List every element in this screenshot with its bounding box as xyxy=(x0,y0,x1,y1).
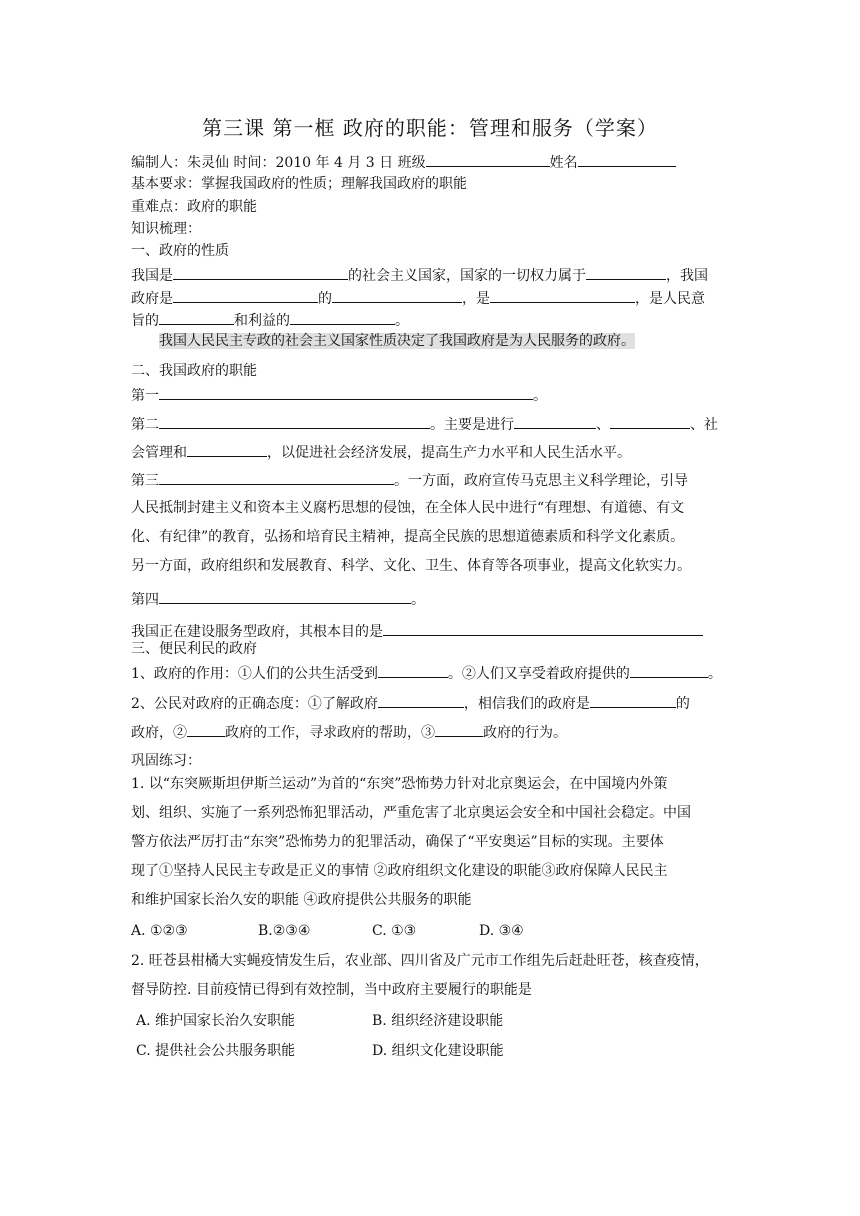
q2-option[interactable]: A. 维护国家长治久安职能 xyxy=(136,1013,296,1029)
blank[interactable] xyxy=(586,264,666,280)
text: 。一方面，政府宣传马克思主义科学理论，引导 xyxy=(394,473,688,489)
text: ，我国 xyxy=(666,268,708,284)
blank[interactable] xyxy=(610,413,690,429)
s1-note xyxy=(159,331,635,351)
text: 旨的 xyxy=(131,313,159,329)
q2-option[interactable]: C. 提供社会公共服务职能 xyxy=(136,1043,296,1059)
text: 1、政府的作用：①人们的公共生活受到 xyxy=(131,666,378,682)
practice-heading: 巩固练习： xyxy=(131,753,201,769)
text: 。主要是进行 xyxy=(430,417,514,433)
s1-line2 xyxy=(131,287,705,309)
q1-option[interactable]: D. ③④ xyxy=(479,923,524,939)
q1-line: 和维护国家长治久安的职能 ④政府提供公共服务的职能 xyxy=(131,892,472,908)
text: 我国正在建设服务型政府，其根本目的是 xyxy=(131,624,383,640)
text: 我国是 xyxy=(131,268,173,284)
blank[interactable] xyxy=(630,662,708,678)
blank[interactable] xyxy=(378,692,464,708)
blank[interactable] xyxy=(435,721,483,737)
blank[interactable] xyxy=(290,309,395,325)
text: 。 xyxy=(707,666,722,682)
q2-line: 督导防控. 目前疫情已得到有效控制，当中政府主要履行的职能是 xyxy=(131,982,532,998)
text: 的社会主义国家，国家的一切权力属于 xyxy=(348,268,586,284)
blank[interactable] xyxy=(159,384,533,400)
q1-line: 划、组织、实施了一系列恐怖犯罪活动，严重危害了北京奥运会安全和中国社会稳定。中国 xyxy=(131,805,691,821)
blank[interactable] xyxy=(187,441,267,457)
text: 第一 xyxy=(131,388,159,404)
q1-line: 1. 以“东突厥斯坦伊斯兰运动”为首的“东突”恐怖势力针对北京奥运会，在中国境内外策 xyxy=(131,776,668,792)
blank[interactable] xyxy=(378,662,448,678)
blank[interactable] xyxy=(490,287,635,303)
meta-line xyxy=(131,151,676,173)
blank[interactable] xyxy=(159,469,394,485)
section3-heading: 三、便民利民的政府 xyxy=(131,641,257,657)
text: 、社 xyxy=(690,417,718,433)
text: ，以促进社会经济发展，提高生产力水平和人民生活水平。 xyxy=(267,445,631,461)
name-blank[interactable] xyxy=(578,151,676,167)
author-label: 编制人：朱灵仙 时间：2010 年 4 月 3 日 班级 xyxy=(131,155,426,171)
blank[interactable] xyxy=(173,287,318,303)
q2-option[interactable]: D. 组织文化建设职能 xyxy=(372,1043,504,1059)
blank[interactable] xyxy=(332,287,462,303)
s1-line1 xyxy=(131,264,708,286)
blank[interactable] xyxy=(514,413,596,429)
text: 第四 xyxy=(131,592,159,608)
page-title: 第三课 第一框 政府的职能：管理和服务（学案） xyxy=(202,116,658,140)
blank[interactable] xyxy=(187,721,225,737)
text: ，是人民意 xyxy=(635,291,705,307)
s2-third-l2: 人民抵制封建主义和资本主义腐朽思想的侵蚀，在全体人民中进行“有理想、有道德、有文 xyxy=(131,500,685,516)
s2-third-l4: 另一方面，政府组织和发展教育、科学、文化、卫生、体育等各项事业，提高文化软实力。 xyxy=(131,558,691,574)
text: 第三 xyxy=(131,473,159,489)
q1-line: 警方依法严厉打击“东突”恐怖势力的犯罪活动，确保了“平安奥运”目标的实现。主要体 xyxy=(131,834,664,850)
s2-third xyxy=(131,469,688,491)
blank[interactable] xyxy=(383,620,703,636)
knowledge-heading: 知识梳理： xyxy=(131,221,201,237)
s2-third-l3: 化、有纪律”的教育，弘扬和培育民主精神，提高全民族的思想道德素质和科学文化素质。 xyxy=(131,529,685,545)
q1-option[interactable]: B.②③④ xyxy=(258,923,311,939)
s2-fourth xyxy=(131,588,425,610)
blank[interactable] xyxy=(159,413,430,429)
s2-first xyxy=(131,384,547,406)
text: 。 xyxy=(395,313,409,329)
blank[interactable] xyxy=(159,309,234,325)
text: 的 xyxy=(318,291,332,307)
text: ，相信我们的政府是 xyxy=(463,696,590,712)
text: 政府，② xyxy=(131,725,187,741)
q1-option[interactable]: C. ①③ xyxy=(372,923,417,939)
text: 政府是 xyxy=(131,291,173,307)
class-blank[interactable] xyxy=(426,151,550,167)
s1-line3 xyxy=(131,309,409,331)
s3-attitude-cont xyxy=(131,721,567,743)
blank[interactable] xyxy=(173,264,348,280)
name-label: 姓名 xyxy=(549,155,578,171)
q1-line: 现了①坚持人民民主专政是正义的事情 ②政府组织文化建设的职能③政府保障人民民主 xyxy=(131,863,668,879)
s2-second-cont xyxy=(131,441,631,463)
text: 、 xyxy=(596,417,610,433)
text: ，是 xyxy=(462,291,490,307)
text: 会管理和 xyxy=(131,445,187,461)
blank[interactable] xyxy=(159,588,411,604)
text: 2、公民对政府的正确态度：①了解政府 xyxy=(131,696,378,712)
q1-option[interactable]: A. ①②③ xyxy=(131,923,188,939)
section1-heading: 一、政府的性质 xyxy=(131,243,229,259)
section2-heading: 二、我国政府的职能 xyxy=(131,363,257,379)
text: 。②人们又享受着政府提供的 xyxy=(447,666,630,682)
q2-option[interactable]: B. 组织经济建设职能 xyxy=(372,1013,504,1029)
key-point: 重难点：政府的职能 xyxy=(131,199,257,215)
s3-attitude xyxy=(131,692,690,714)
text: 。 xyxy=(411,592,425,608)
blank[interactable] xyxy=(590,692,676,708)
q2-line: 2. 旺苍县柑橘大实蝇疫情发生后，农业部、四川省及广元市工作组先后赶赴旺苍，核查疫情， xyxy=(131,953,709,969)
text: 。 xyxy=(533,388,547,404)
highlighted-note: 我国人民民主专政的社会主义国家性质决定了我国政府是为人民服务的政府。 xyxy=(159,333,635,349)
s3-role xyxy=(131,662,722,684)
text: 的 xyxy=(675,696,690,712)
text: 政府的工作，寻求政府的帮助，③ xyxy=(225,725,435,741)
basic-requirement: 基本要求：掌握我国政府的性质；理解我国政府的职能 xyxy=(131,176,467,192)
text: 第二 xyxy=(131,417,159,433)
text: 和利益的 xyxy=(234,313,290,329)
text: 政府的行为。 xyxy=(483,725,567,741)
s2-second xyxy=(131,413,718,435)
